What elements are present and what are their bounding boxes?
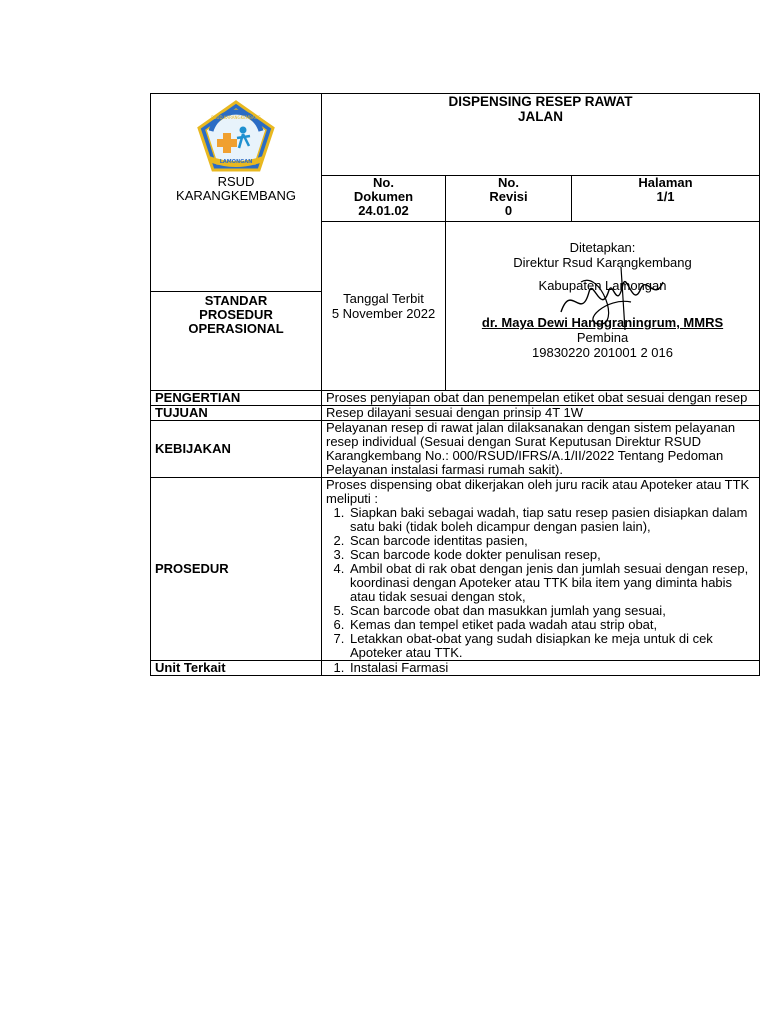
prosedur-step: 3. Scan barcode kode dokter penulisan resep, — [348, 548, 755, 562]
prosedur-row — [151, 478, 760, 661]
doc-type-cell — [151, 292, 322, 391]
svg-text:RSUD KARANGKEMBANG: RSUD KARANGKEMBANG — [211, 115, 261, 120]
unit-terkait-content — [322, 661, 760, 676]
pengertian-label: PENGERTIAN — [151, 391, 322, 406]
direktur-line: Direktur Rsud Karangkembang — [513, 255, 692, 270]
sop-body-table — [150, 390, 760, 676]
prosedur-step: 2. Scan barcode identitas pasien, — [348, 534, 755, 548]
prosedur-step: 4. Ambil obat di rak obat dengan jenis dan jumlah sesuai dengan resep, koordinasi dengan Apoteker atau TTK bila item yang diminta habis atau tidak sesuai dengan stok, — [348, 562, 755, 604]
approval-cell — [446, 222, 760, 391]
org-name-line2: KARANGKEMBANG — [176, 188, 296, 203]
tanggal-terbit-value: 5 November 2022 — [331, 306, 436, 321]
halaman-value: 1/1 — [656, 189, 675, 204]
prosedur-steps — [326, 506, 755, 660]
signer-nip: 19830220 201001 2 016 — [532, 345, 673, 360]
pentagon-logo-icon — [197, 100, 275, 174]
unit-terkait-item: 1. Instalasi Farmasi — [348, 661, 755, 675]
halaman-cell — [572, 176, 760, 222]
doc-title-line2: JALAN — [518, 109, 564, 124]
kabupaten-line: Kabupaten Lamongan — [538, 278, 667, 293]
kebijakan-row — [151, 421, 760, 478]
unit-terkait-row — [151, 661, 760, 676]
no-revisi-label2: Revisi — [489, 189, 528, 204]
no-revisi-cell — [446, 176, 572, 222]
ditetapkan-label: Ditetapkan: — [569, 240, 636, 255]
no-dokumen-value: 24.01.02 — [358, 203, 409, 218]
hospital-logo — [151, 94, 321, 177]
tujuan-text: Resep dilayani sesuai dengan prinsip 4T 1W — [322, 406, 760, 421]
unit-terkait-label: Unit Terkait — [151, 661, 322, 676]
halaman-label: Halaman — [638, 175, 693, 190]
prosedur-content — [322, 478, 760, 661]
tujuan-row — [151, 406, 760, 421]
no-revisi-label1: No. — [498, 175, 519, 190]
kebijakan-text: Pelayanan resep di rawat jalan dilaksanakan dengan sistem pelayanan resep individual (Sesuai dengan Surat Keputusan Direktur RSUD Karangkembang No.: 000/RSUD/IFRS/A.1/II/2022 Tentang Pedoman Pelayanan instalasi farmasi rumah sakit). — [322, 421, 760, 478]
no-dokumen-cell — [322, 176, 446, 222]
doc-title-line1: DISPENSING RESEP RAWAT — [448, 94, 633, 109]
prosedur-step: 6. Kemas dan tempel etiket pada wadah atau strip obat, — [348, 618, 755, 632]
pengertian-text: Proses penyiapan obat dan penempelan etiket obat sesuai dengan resep — [322, 391, 760, 406]
signer-name: dr. Maya Dewi Hanggraningrum, MMRS — [481, 315, 724, 330]
tanggal-terbit-cell — [322, 222, 446, 391]
signature-icon — [551, 262, 671, 332]
sop-header-table — [150, 93, 760, 391]
no-dokumen-label2: Dokumen — [353, 189, 414, 204]
doc-title-cell — [322, 94, 760, 176]
tujuan-label: TUJUAN — [151, 406, 322, 421]
unit-terkait-list — [326, 661, 755, 675]
org-name-line1: RSUD — [217, 174, 255, 189]
prosedur-label: PROSEDUR — [151, 478, 322, 661]
org-identity-cell — [151, 94, 322, 292]
prosedur-step: 7. Letakkan obat-obat yang sudah disiapkan ke meja untuk di cek Apoteker atau TTK. — [348, 632, 755, 660]
doc-type-line1: STANDAR — [204, 293, 268, 309]
pengertian-row — [151, 391, 760, 406]
signer-rank: Pembina — [576, 330, 629, 345]
no-dokumen-label1: No. — [373, 175, 394, 190]
no-revisi-value: 0 — [504, 203, 513, 218]
doc-type-line3: OPERASIONAL — [188, 321, 284, 337]
tanggal-terbit-label: Tanggal Terbit — [343, 291, 424, 306]
doc-type-line2: PROSEDUR — [199, 307, 273, 323]
prosedur-step: 1. Siapkan baki sebagai wadah, tiap satu resep pasien disiapkan dalam satu baki (tidak boleh dicampur dengan pasien lain), — [348, 506, 755, 534]
kebijakan-label: KEBIJAKAN — [151, 421, 322, 478]
svg-text:LAMONGAN: LAMONGAN — [219, 159, 253, 165]
prosedur-intro: Proses dispensing obat dikerjakan oleh juru racik atau Apoteker atau TTK meliputi : — [326, 477, 750, 506]
sop-document — [150, 93, 759, 676]
prosedur-step: 5. Scan barcode obat dan masukkan jumlah yang sesuai, — [348, 604, 755, 618]
